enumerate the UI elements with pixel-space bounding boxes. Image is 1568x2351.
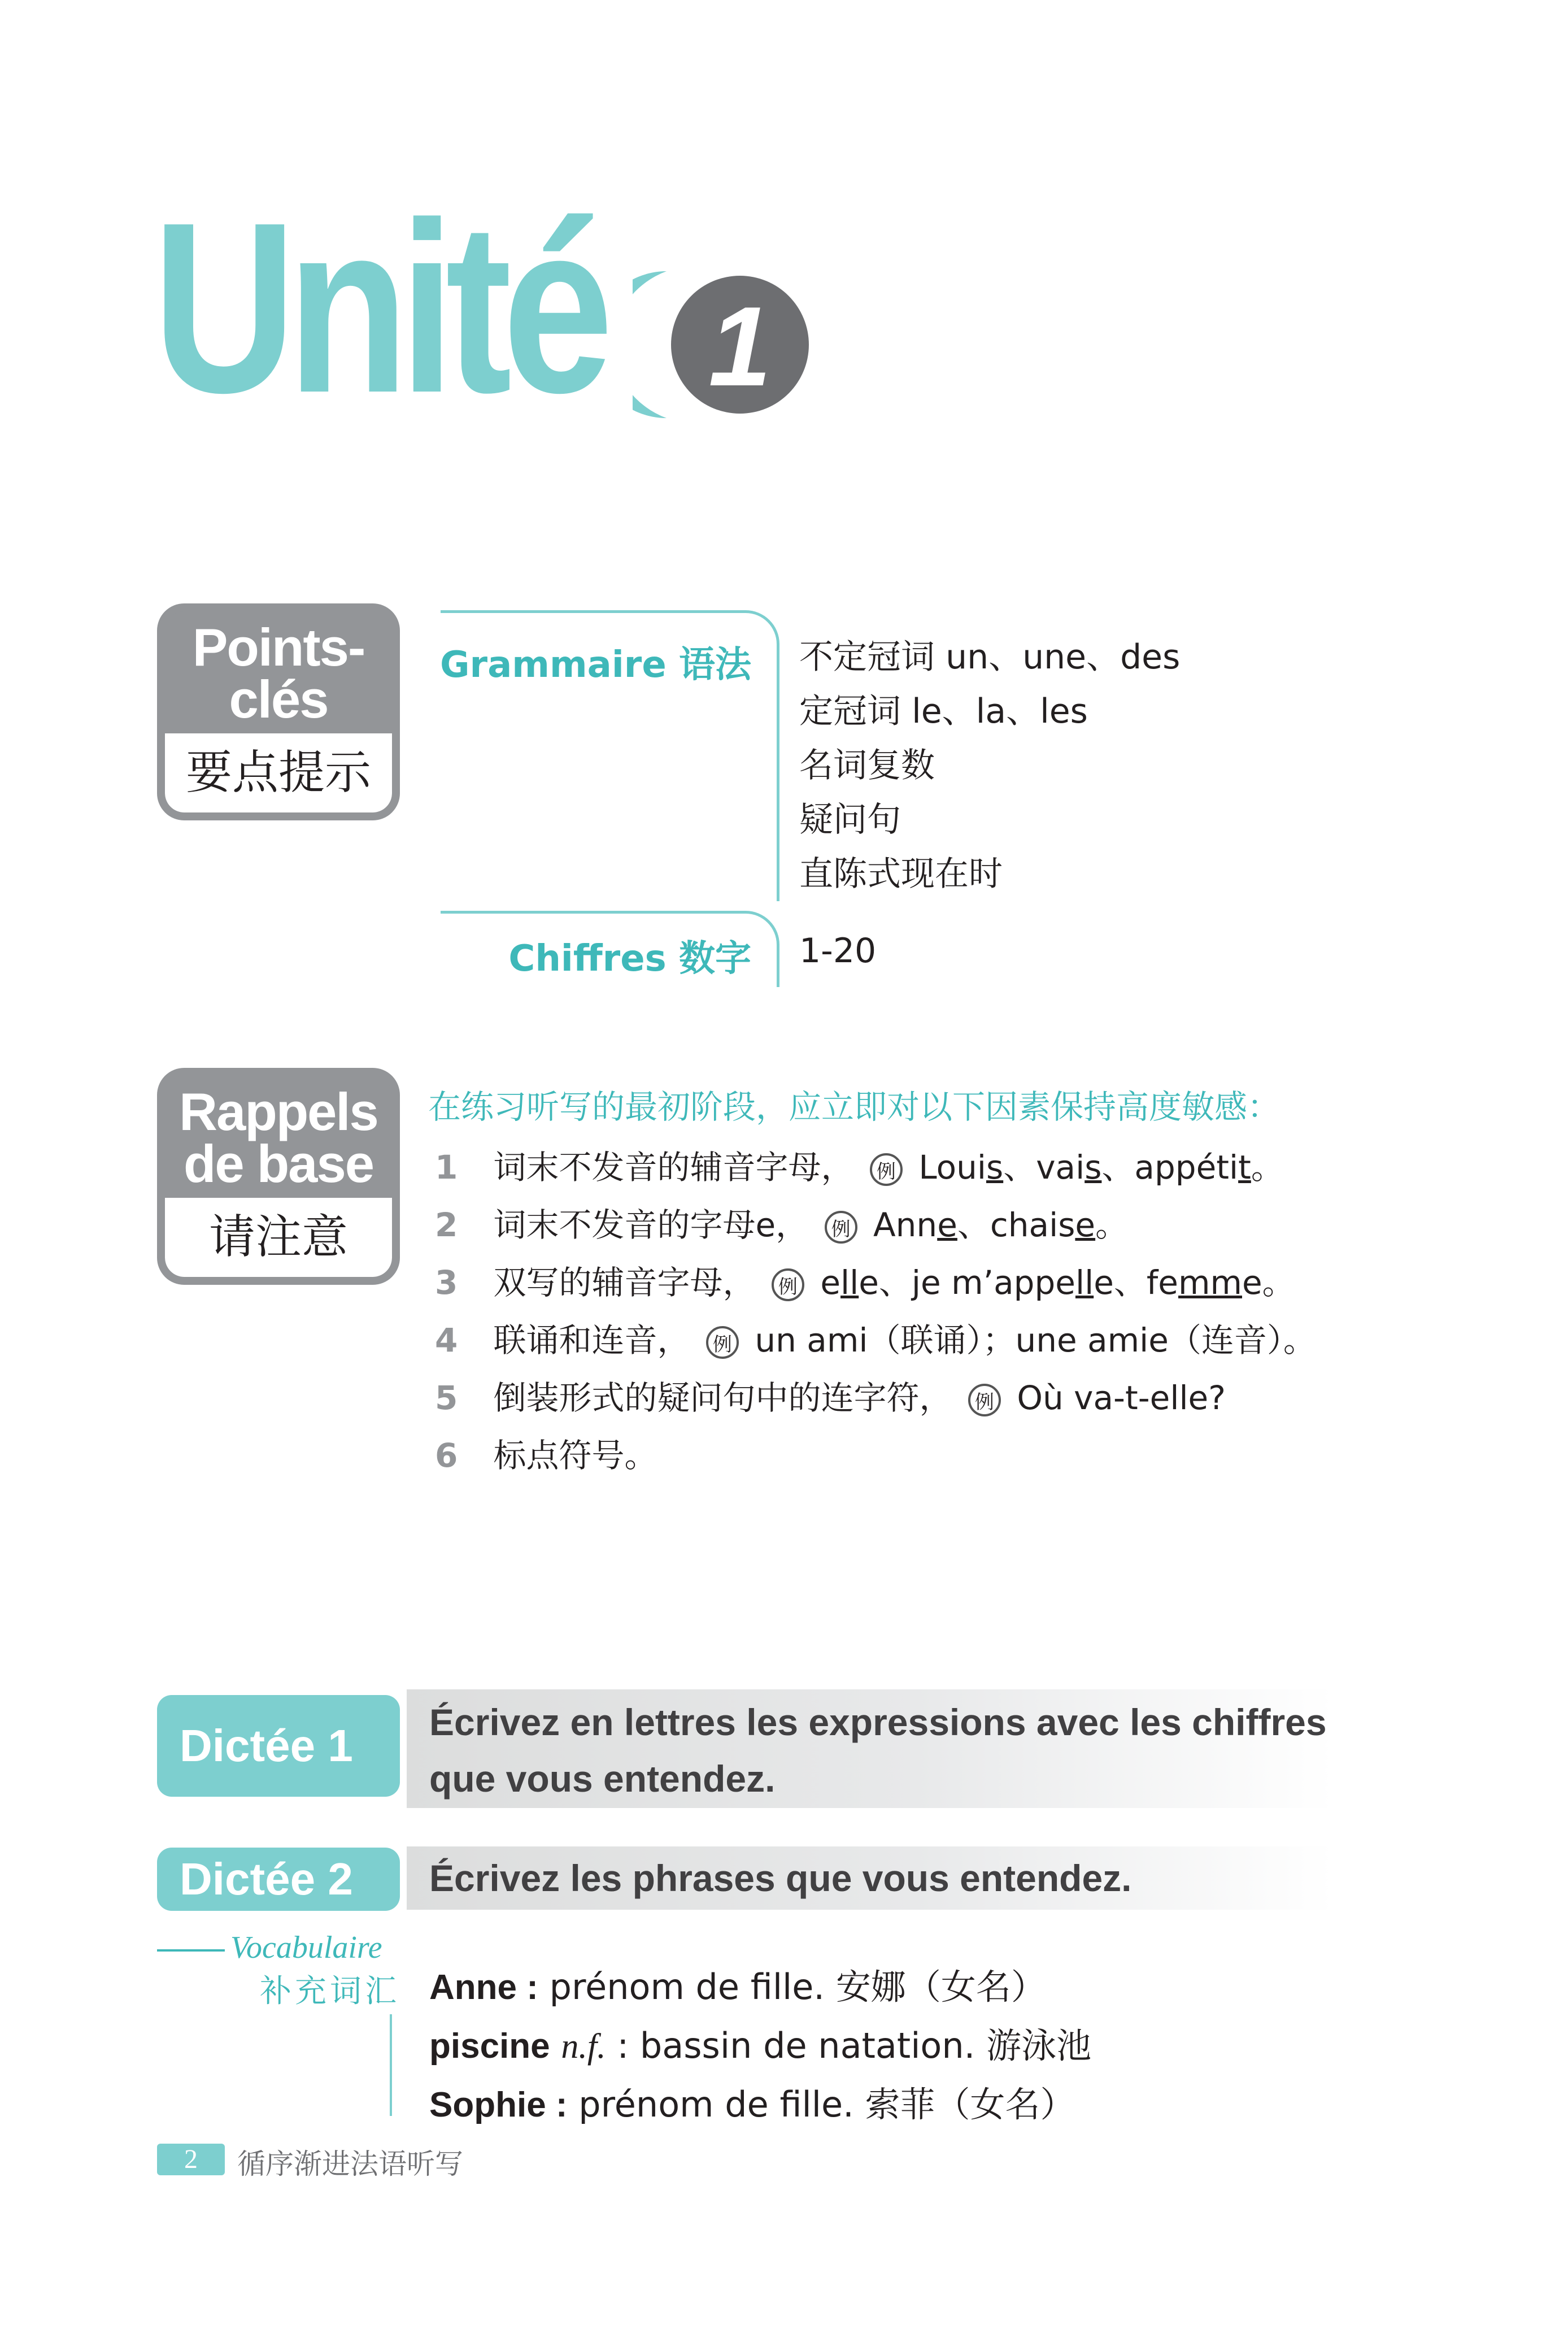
example-text: 、vai	[1003, 1148, 1085, 1187]
rappels-list	[435, 1138, 1316, 1484]
example-underline: ll	[840, 1263, 859, 1302]
item-number: 4	[435, 1321, 458, 1359]
example-text: Où va-t-elle?	[1017, 1379, 1226, 1417]
example-icon: 例	[870, 1153, 903, 1186]
item-number: 6	[435, 1436, 458, 1475]
grammaire-list	[799, 630, 1180, 901]
instruction-line: que vous entendez.	[429, 1758, 776, 1800]
vocab-label-en: Vocabulaire	[230, 1930, 382, 1965]
grammaire-item: 不定冠词 un、une、des	[799, 637, 1181, 677]
example-underline: s	[1084, 1148, 1102, 1187]
rappels-intro: 在练习听写的最初阶段，应立即对以下因素保持高度敏感：	[428, 1088, 1280, 1126]
badge-zh: 请注意	[165, 1198, 392, 1277]
vocab-label-zh: 补充词汇	[260, 1973, 400, 2010]
dictee1-label: Dictée 1	[157, 1695, 400, 1797]
rappel-item	[435, 1369, 1316, 1427]
item-text: 双写的辅音字母，	[493, 1263, 756, 1302]
item-text: 联诵和连音，	[493, 1321, 690, 1359]
example-underline: mm	[1178, 1263, 1242, 1302]
vocab-rule	[157, 1949, 225, 1952]
vocab-entry	[429, 2075, 1091, 2134]
item-text: 倒装形式的疑问句中的连字符，	[493, 1379, 952, 1417]
rappels-badge	[157, 1068, 400, 1285]
rappel-item	[435, 1427, 1316, 1484]
grammaire-label: Grammaire 语法	[439, 644, 751, 686]
grammaire-item: 定冠词 le、la、les	[799, 692, 1088, 731]
item-text: 词末不发音的辅音字母，	[493, 1148, 854, 1187]
vocab-word: piscine	[429, 2027, 550, 2066]
instruction-line: Écrivez en lettres les expressions avec les chiffres	[429, 1701, 1327, 1743]
item-number: 1	[435, 1148, 458, 1187]
vocab-def: prénom de fille. 安娜（女名）	[549, 1966, 1046, 2007]
example-underline: s	[986, 1148, 1004, 1187]
dictee1-instruction	[407, 1689, 1333, 1808]
vocab-word: Sophie :	[429, 2085, 568, 2124]
grammaire-item: 名词复数	[799, 746, 935, 785]
badge-en-line2: de base	[183, 1134, 374, 1193]
badge-zh: 要点提示	[165, 733, 392, 812]
item-number: 2	[435, 1206, 458, 1244]
example-text: 、appéti	[1101, 1148, 1239, 1187]
unit-title: Unité	[153, 172, 604, 444]
dictee2-label: Dictée 2	[157, 1848, 400, 1911]
grammaire-item: 疑问句	[799, 800, 901, 840]
grammaire-item: 直陈式现在时	[799, 854, 1003, 894]
badge-en-line1: Rappels	[179, 1082, 378, 1141]
vocab-word: Anne :	[429, 1968, 538, 2007]
example-text: Loui	[918, 1148, 986, 1187]
example-underline: e	[937, 1206, 957, 1244]
points-cles-badge	[157, 603, 400, 820]
book-title: 循序渐进法语听写	[237, 2148, 463, 2180]
example-text: 。	[1251, 1148, 1284, 1187]
vocab-pos: n.f.	[561, 2027, 606, 2066]
rappel-item	[435, 1196, 1316, 1254]
chiffres-value: 1-20	[799, 931, 877, 971]
chiffres-label: Chiffres 数字	[508, 938, 751, 980]
item-text: 标点符号。	[493, 1436, 657, 1475]
example-text: e。	[1242, 1263, 1295, 1302]
item-text: 词末不发音的字母e，	[493, 1206, 809, 1244]
example-underline: ll	[1075, 1263, 1094, 1302]
rappel-item	[435, 1311, 1316, 1369]
badge-en-line2: clés	[229, 670, 328, 729]
example-text: e、je m’appe	[859, 1263, 1075, 1302]
vocab-entry	[429, 1958, 1091, 2017]
example-underline: t	[1238, 1148, 1251, 1187]
vocab-divider	[390, 2014, 392, 2116]
item-number: 5	[435, 1379, 458, 1417]
example-text: e	[820, 1263, 841, 1302]
vocab-list	[429, 1958, 1091, 2134]
example-icon: 例	[968, 1384, 1001, 1416]
vocab-def: prénom de fille. 索菲（女名）	[578, 2084, 1075, 2125]
unit-number: 1	[708, 284, 772, 410]
vocab-entry	[429, 2017, 1091, 2075]
vocab-def: : bassin de natation. 游泳池	[617, 2025, 1092, 2066]
badge-en-line1: Points-	[192, 618, 365, 677]
rappel-item	[435, 1138, 1316, 1196]
rappel-item	[435, 1254, 1316, 1311]
example-text: un ami（联诵）；une amie（连音）。	[755, 1321, 1316, 1359]
page-number: 2	[157, 2144, 225, 2175]
example-icon: 例	[825, 1211, 857, 1244]
example-text: e、fe	[1094, 1263, 1178, 1302]
item-number: 3	[435, 1263, 458, 1302]
example-text: 、chais	[957, 1206, 1075, 1244]
example-text: 。	[1095, 1206, 1129, 1244]
example-icon: 例	[772, 1268, 804, 1301]
example-text: Ann	[873, 1206, 938, 1244]
unit-number-badge	[633, 260, 825, 429]
example-underline: e	[1075, 1206, 1096, 1244]
dictee2-instruction: Écrivez les phrases que vous entendez.	[407, 1846, 1333, 1910]
example-icon: 例	[706, 1326, 739, 1359]
